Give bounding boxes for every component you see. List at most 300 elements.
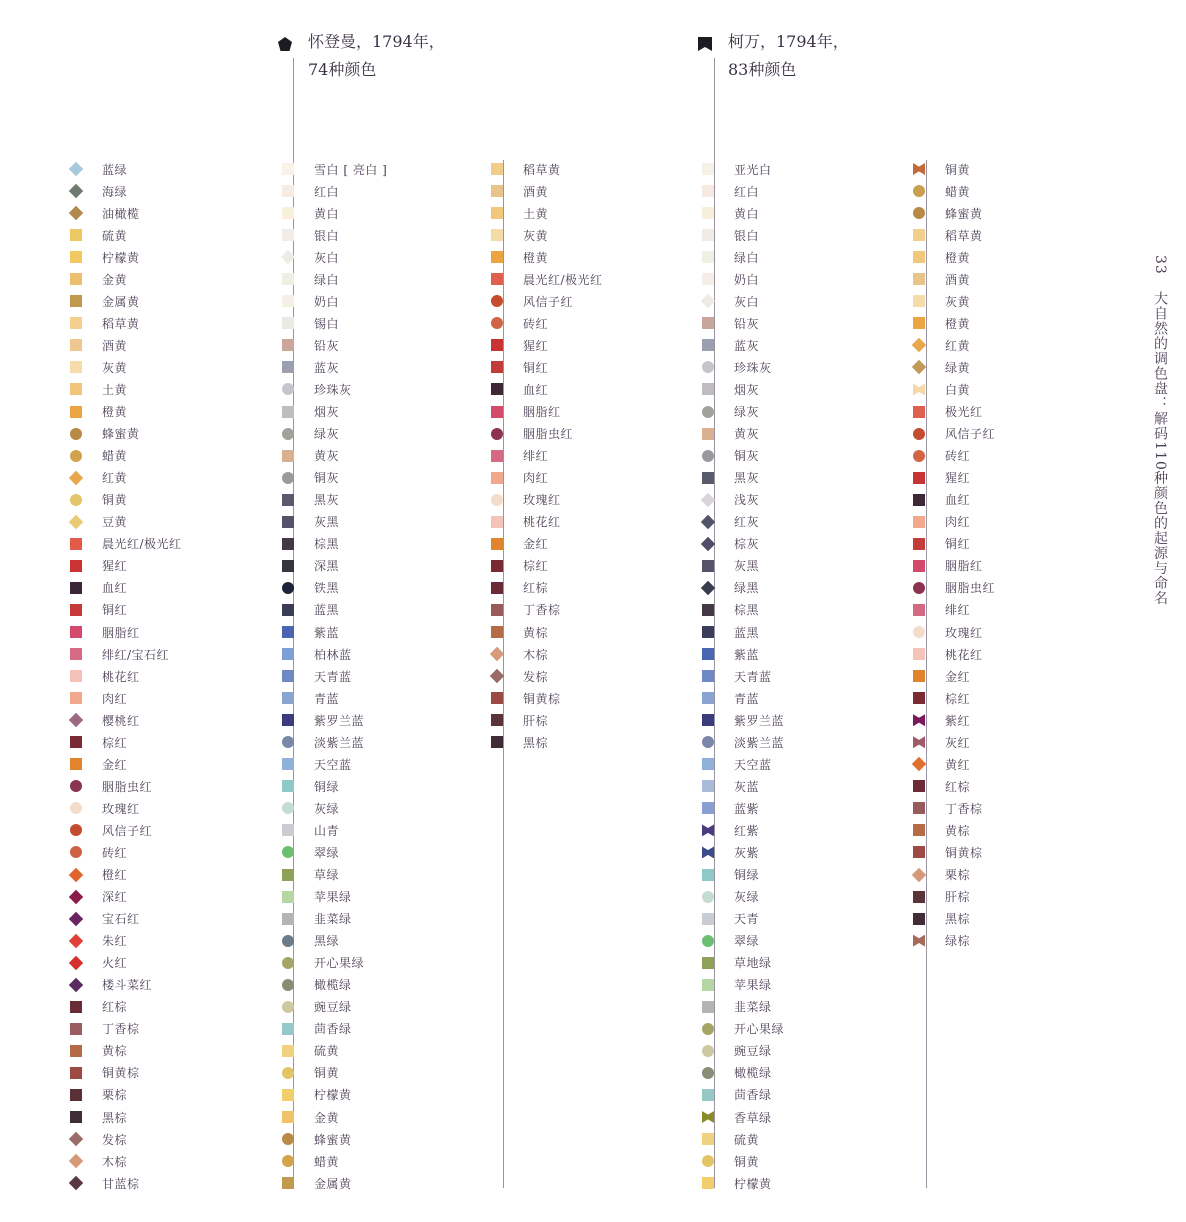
color-swatch — [702, 339, 714, 351]
color-entry — [708, 334, 784, 356]
color-name: 翠绿 — [734, 934, 760, 949]
color-entry — [288, 180, 387, 202]
color-swatch — [282, 714, 294, 726]
color-entry — [76, 1040, 182, 1062]
color-swatch — [913, 251, 925, 263]
color-entry — [76, 334, 182, 356]
color-swatch — [491, 692, 503, 704]
color-swatch — [702, 428, 714, 440]
color-name: 柠檬黄 — [314, 1088, 352, 1103]
color-entry — [497, 445, 603, 467]
color-name: 雪白 [ 亮白 ] — [314, 162, 388, 177]
color-entry — [288, 1128, 387, 1150]
color-swatch — [282, 207, 294, 219]
color-name: 紫蓝 — [734, 647, 760, 662]
color-swatch — [702, 1133, 714, 1145]
color-entry — [288, 819, 387, 841]
color-entry — [497, 665, 603, 687]
color-entry — [288, 290, 387, 312]
color-swatch — [913, 516, 925, 528]
running-header — [1150, 255, 1170, 606]
color-swatch — [282, 802, 294, 814]
color-entry — [708, 577, 784, 599]
color-entry — [919, 886, 995, 908]
color-entry — [708, 1172, 784, 1194]
color-entry — [919, 775, 995, 797]
color-swatch — [491, 185, 503, 197]
color-name: 黄红 — [945, 757, 971, 772]
color-swatch — [702, 472, 714, 484]
color-name: 豌豆绿 — [314, 1000, 352, 1015]
color-entry — [708, 423, 784, 445]
color-entry — [76, 1172, 182, 1194]
color-name: 玫瑰红 — [945, 625, 983, 640]
color-entry — [288, 599, 387, 621]
color-name: 棕红 — [102, 735, 128, 750]
color-swatch — [913, 824, 925, 836]
color-name: 铅灰 — [734, 316, 760, 331]
color-swatch — [913, 229, 925, 241]
color-entry — [497, 356, 603, 378]
color-name: 黑棕 — [102, 1110, 128, 1125]
color-entry — [288, 1062, 387, 1084]
color-name: 银白 — [314, 228, 340, 243]
color-entry — [497, 533, 603, 555]
color-swatch — [702, 229, 714, 241]
color-name: 玫瑰红 — [523, 493, 561, 508]
color-name: 黑绿 — [314, 934, 340, 949]
color-swatch — [70, 670, 82, 682]
color-entry — [288, 908, 387, 930]
color-name: 韭菜绿 — [734, 1000, 772, 1015]
color-swatch — [913, 494, 925, 506]
color-swatch — [70, 582, 82, 594]
color-name: 苹果绿 — [734, 978, 772, 993]
color-entry — [708, 1128, 784, 1150]
werner-title: 怀登曼，1794年， — [308, 32, 445, 51]
color-entry — [708, 952, 784, 974]
color-entry — [708, 401, 784, 423]
color-entry — [76, 841, 182, 863]
color-swatch — [702, 185, 714, 197]
color-entry — [288, 445, 387, 467]
color-name: 灰绿 — [314, 801, 340, 816]
color-name: 青蓝 — [734, 691, 760, 706]
color-name: 土黄 — [523, 206, 549, 221]
color-entry — [288, 709, 387, 731]
color-name: 灰白 — [314, 250, 340, 265]
color-name: 蓝灰 — [734, 338, 760, 353]
color-entry — [919, 158, 995, 180]
color-entry — [76, 1106, 182, 1128]
color-entry — [708, 1106, 784, 1128]
color-name: 丁香棕 — [945, 801, 983, 816]
color-entry — [708, 202, 784, 224]
kewan-column-b — [919, 158, 995, 952]
color-name: 肝棕 — [523, 713, 549, 728]
color-swatch — [282, 295, 294, 307]
color-swatch — [491, 251, 503, 263]
color-entry — [497, 577, 603, 599]
color-swatch — [282, 604, 294, 616]
color-swatch — [913, 560, 925, 572]
color-name: 灰黄 — [102, 360, 128, 375]
color-swatch — [69, 889, 83, 903]
color-entry — [708, 621, 784, 643]
color-entry — [497, 621, 603, 643]
color-swatch — [69, 933, 83, 947]
color-swatch — [702, 648, 714, 660]
color-name: 桃花红 — [945, 647, 983, 662]
color-name: 橄榄绿 — [734, 1066, 772, 1081]
color-swatch — [702, 604, 714, 616]
color-swatch — [70, 361, 82, 373]
color-entry — [497, 555, 603, 577]
color-entry — [288, 1040, 387, 1062]
color-entry — [919, 356, 995, 378]
color-swatch — [491, 736, 503, 748]
color-name: 深红 — [102, 890, 128, 905]
color-entry — [919, 290, 995, 312]
color-entry — [497, 290, 603, 312]
color-entry — [76, 401, 182, 423]
color-swatch — [69, 515, 83, 529]
color-entry — [288, 1084, 387, 1106]
color-name: 棕红 — [523, 559, 549, 574]
left-color-column — [76, 158, 182, 1194]
color-swatch — [282, 1045, 294, 1057]
color-swatch — [491, 450, 503, 462]
color-entry — [288, 841, 387, 863]
color-entry — [288, 423, 387, 445]
color-swatch — [702, 957, 714, 969]
color-swatch — [491, 582, 503, 594]
color-name: 铜黄棕 — [523, 691, 561, 706]
color-entry — [76, 621, 182, 643]
color-swatch — [70, 780, 82, 792]
color-name: 酒黄 — [945, 272, 971, 287]
color-entry — [708, 687, 784, 709]
kewan-column-a — [708, 158, 784, 1194]
color-swatch — [282, 891, 294, 903]
color-entry — [919, 731, 995, 753]
color-swatch — [70, 824, 82, 836]
color-entry — [497, 334, 603, 356]
color-entry — [76, 643, 182, 665]
color-entry — [76, 731, 182, 753]
color-entry — [919, 864, 995, 886]
color-name: 棕黑 — [314, 537, 340, 552]
color-entry — [919, 555, 995, 577]
color-swatch — [70, 1001, 82, 1013]
color-name: 红白 — [314, 184, 340, 199]
color-swatch — [491, 383, 503, 395]
color-name: 草绿 — [314, 868, 340, 883]
color-name: 橙黄 — [102, 405, 128, 420]
color-swatch — [913, 626, 925, 638]
color-swatch — [702, 979, 714, 991]
color-entry — [919, 841, 995, 863]
color-name: 铜黄 — [734, 1154, 760, 1169]
color-name: 珍珠灰 — [314, 382, 352, 397]
color-entry — [288, 511, 387, 533]
color-entry — [288, 467, 387, 489]
color-swatch — [282, 869, 294, 881]
color-name: 金黄 — [314, 1110, 340, 1125]
color-swatch — [701, 515, 715, 529]
color-swatch — [702, 1111, 714, 1123]
color-entry — [497, 489, 603, 511]
color-entry — [76, 930, 182, 952]
color-entry — [708, 1040, 784, 1062]
color-name: 紫红 — [945, 713, 971, 728]
color-name: 黄白 — [314, 206, 340, 221]
color-entry — [708, 555, 784, 577]
color-entry — [708, 268, 784, 290]
color-swatch — [282, 1155, 294, 1167]
color-name: 锡白 — [314, 316, 340, 331]
color-swatch — [702, 1177, 714, 1189]
color-swatch — [70, 273, 82, 285]
color-swatch — [913, 891, 925, 903]
color-swatch — [913, 935, 925, 947]
color-swatch — [282, 538, 294, 550]
color-name: 肉红 — [102, 691, 128, 706]
color-entry — [288, 533, 387, 555]
color-name: 猩红 — [102, 559, 128, 574]
color-swatch — [913, 383, 925, 395]
color-name: 蓝黑 — [314, 603, 340, 618]
color-name: 金属黄 — [314, 1176, 352, 1191]
color-name: 天空蓝 — [734, 757, 772, 772]
color-entry — [919, 908, 995, 930]
color-swatch — [282, 824, 294, 836]
color-swatch — [490, 669, 504, 683]
color-name: 黄白 — [734, 206, 760, 221]
color-name: 黑棕 — [523, 735, 549, 750]
color-name: 木棕 — [523, 647, 549, 662]
color-entry — [288, 1150, 387, 1172]
color-name: 硫黄 — [734, 1132, 760, 1147]
color-name: 铜黄棕 — [945, 845, 983, 860]
color-entry — [919, 511, 995, 533]
color-entry — [288, 665, 387, 687]
color-name: 柠檬黄 — [102, 250, 140, 265]
color-name: 猩红 — [945, 471, 971, 486]
color-entry — [288, 1018, 387, 1040]
color-entry — [919, 819, 995, 841]
color-name: 晨光红/极光红 — [523, 272, 603, 287]
color-swatch — [702, 273, 714, 285]
color-swatch — [282, 450, 294, 462]
color-entry — [919, 753, 995, 775]
color-swatch — [282, 472, 294, 484]
color-swatch — [70, 692, 82, 704]
color-swatch — [913, 428, 925, 440]
color-swatch — [282, 935, 294, 947]
color-entry — [76, 158, 182, 180]
color-swatch — [70, 1089, 82, 1101]
color-name: 蓝紫 — [734, 801, 760, 816]
color-name: 朱红 — [102, 934, 128, 949]
color-swatch — [282, 383, 294, 395]
color-swatch — [491, 428, 503, 440]
color-name: 深黑 — [314, 559, 340, 574]
color-name: 青蓝 — [314, 691, 340, 706]
color-entry — [708, 819, 784, 841]
color-name: 紫罗兰蓝 — [734, 713, 785, 728]
color-swatch — [281, 250, 295, 264]
color-name: 灰黄 — [945, 294, 971, 309]
color-swatch — [282, 163, 294, 175]
color-name: 晨光红/极光红 — [102, 537, 182, 552]
color-name: 茴香绿 — [314, 1022, 352, 1037]
color-name: 橄榄绿 — [314, 978, 352, 993]
color-swatch — [702, 913, 714, 925]
color-name: 奶白 — [734, 272, 760, 287]
color-swatch — [491, 626, 503, 638]
color-name: 蓝灰 — [314, 360, 340, 375]
color-name: 红棕 — [523, 581, 549, 596]
color-entry — [497, 378, 603, 400]
color-name: 天青 — [734, 912, 760, 927]
color-swatch — [70, 229, 82, 241]
color-swatch — [702, 626, 714, 638]
color-name: 绿黑 — [734, 581, 760, 596]
color-name: 白黄 — [945, 382, 971, 397]
color-entry — [708, 908, 784, 930]
color-swatch — [702, 736, 714, 748]
color-name: 红棕 — [945, 779, 971, 794]
color-swatch — [70, 758, 82, 770]
color-swatch — [913, 913, 925, 925]
color-name: 桃花红 — [523, 515, 561, 530]
color-swatch — [69, 1176, 83, 1190]
color-name: 绯红/宝石红 — [102, 647, 170, 662]
color-swatch — [70, 339, 82, 351]
color-name: 黄棕 — [523, 625, 549, 640]
color-entry — [497, 467, 603, 489]
color-swatch — [913, 163, 925, 175]
color-entry — [708, 996, 784, 1018]
color-entry — [288, 974, 387, 996]
color-name: 宝石红 — [102, 912, 140, 927]
color-swatch — [701, 493, 715, 507]
color-swatch — [702, 1155, 714, 1167]
color-entry — [288, 401, 387, 423]
color-name: 红紫 — [734, 823, 760, 838]
color-name: 血红 — [523, 382, 549, 397]
color-swatch — [282, 361, 294, 373]
color-name: 发棕 — [523, 669, 549, 684]
color-name: 绿棕 — [945, 934, 971, 949]
color-entry — [288, 577, 387, 599]
color-swatch — [701, 581, 715, 595]
color-entry — [76, 599, 182, 621]
color-swatch — [491, 273, 503, 285]
color-swatch — [491, 604, 503, 616]
color-name: 甘蓝棕 — [102, 1176, 140, 1191]
color-swatch — [913, 604, 925, 616]
color-name: 绿黄 — [945, 360, 971, 375]
color-swatch — [702, 802, 714, 814]
color-swatch — [912, 360, 926, 374]
color-swatch — [913, 714, 925, 726]
color-swatch — [282, 1133, 294, 1145]
color-name: 黄棕 — [945, 823, 971, 838]
color-swatch — [69, 911, 83, 925]
color-name: 红棕 — [102, 1000, 128, 1015]
color-entry — [708, 378, 784, 400]
color-swatch — [491, 406, 503, 418]
color-name: 银白 — [734, 228, 760, 243]
color-swatch — [702, 450, 714, 462]
color-entry — [76, 202, 182, 224]
color-name: 茴香绿 — [734, 1088, 772, 1103]
color-entry — [76, 356, 182, 378]
color-entry — [76, 180, 182, 202]
color-entry — [76, 665, 182, 687]
color-entry — [76, 1128, 182, 1150]
color-name: 绯红 — [945, 603, 971, 618]
pentagon-icon — [278, 32, 292, 60]
color-name: 橙黄 — [523, 250, 549, 265]
color-entry — [497, 643, 603, 665]
color-name: 开心果绿 — [734, 1022, 785, 1037]
color-name: 金黄 — [102, 272, 128, 287]
color-entry — [708, 599, 784, 621]
color-entry — [497, 599, 603, 621]
color-name: 金属黄 — [102, 294, 140, 309]
color-name: 黄灰 — [314, 449, 340, 464]
color-name: 蓝黑 — [734, 625, 760, 640]
color-name: 绿灰 — [734, 405, 760, 420]
color-swatch — [70, 494, 82, 506]
color-name: 蜡黄 — [314, 1154, 340, 1169]
color-swatch — [69, 184, 83, 198]
color-name: 苹果绿 — [314, 890, 352, 905]
color-swatch — [282, 273, 294, 285]
color-name: 风信子红 — [945, 427, 996, 442]
color-entry — [919, 334, 995, 356]
color-swatch — [70, 846, 82, 858]
color-entry — [708, 1018, 784, 1040]
color-swatch — [282, 582, 294, 594]
color-name: 灰黑 — [314, 515, 340, 530]
color-swatch — [491, 538, 503, 550]
color-name: 楼斗菜红 — [102, 978, 153, 993]
color-entry — [76, 445, 182, 467]
color-name: 栗棕 — [102, 1088, 128, 1103]
color-name: 柏林蓝 — [314, 647, 352, 662]
color-entry — [497, 423, 603, 445]
color-swatch — [702, 1045, 714, 1057]
color-swatch — [70, 317, 82, 329]
color-entry — [919, 643, 995, 665]
color-name: 风信子红 — [523, 294, 574, 309]
color-entry — [497, 709, 603, 731]
color-name: 红白 — [734, 184, 760, 199]
color-swatch — [69, 955, 83, 969]
color-entry — [497, 158, 603, 180]
werner-column-a — [288, 158, 387, 1194]
color-entry — [76, 224, 182, 246]
color-name: 铜红 — [945, 537, 971, 552]
color-entry — [708, 797, 784, 819]
color-swatch — [70, 1023, 82, 1035]
color-name: 豌豆绿 — [734, 1044, 772, 1059]
color-entry — [288, 930, 387, 952]
